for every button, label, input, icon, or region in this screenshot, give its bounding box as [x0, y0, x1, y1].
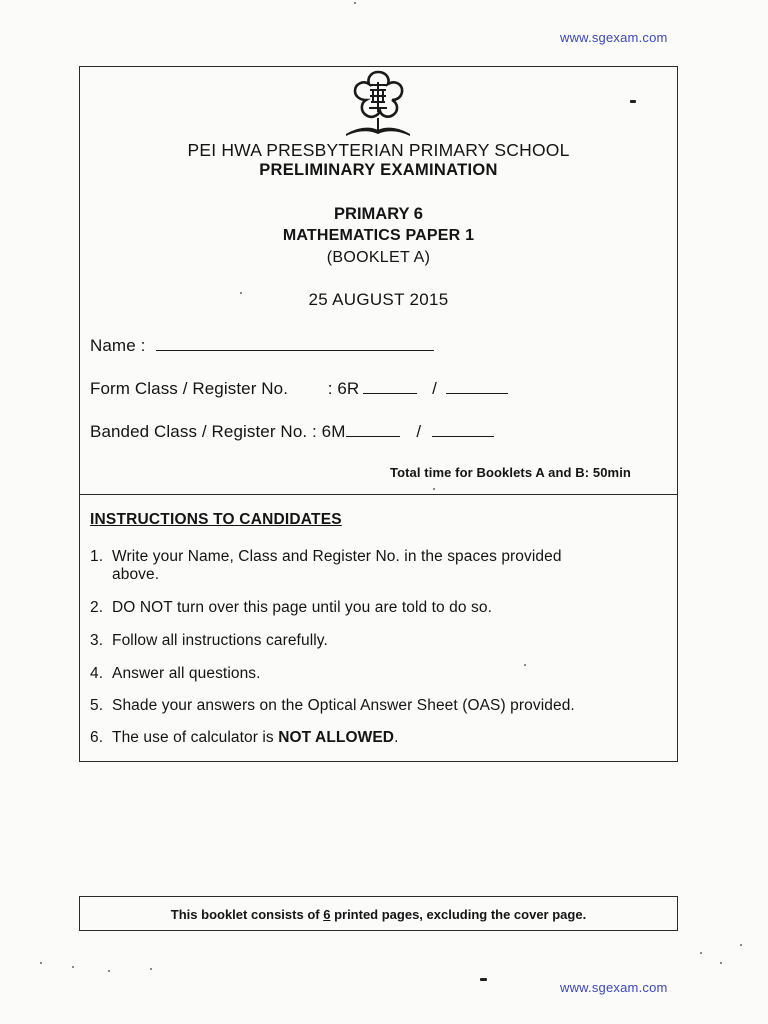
name-label: Name :: [90, 336, 146, 355]
instruction-item: [90, 632, 328, 650]
form-class-row: [90, 379, 508, 399]
section-divider: [80, 494, 677, 495]
scan-speck: [150, 968, 152, 970]
instruction-number: 1.: [90, 548, 104, 565]
form-class-prefix: : 6R: [327, 379, 360, 398]
instruction-number: 2.: [90, 599, 104, 616]
scan-speck: [480, 978, 487, 981]
scan-speck: [108, 970, 110, 972]
exam-title: PRELIMINARY EXAMINATION: [259, 161, 498, 179]
instructions-heading: INSTRUCTIONS TO CANDIDATES: [90, 511, 342, 528]
instruction-text: The use of calculator is: [112, 729, 279, 746]
instruction-item: [90, 665, 261, 683]
page-count-after: printed pages, excluding the cover page.: [330, 907, 587, 922]
level-title: PRIMARY 6: [334, 205, 423, 223]
paper-title: MATHEMATICS PAPER 1: [282, 227, 475, 244]
instruction-item: [90, 548, 562, 584]
scan-speck: [72, 966, 74, 968]
instruction-text: Write your Name, Class and Register No. in the spaces provided: [112, 548, 562, 565]
instruction-end: .: [394, 729, 399, 746]
instruction-number: 5.: [90, 697, 104, 714]
name-blank[interactable]: [156, 336, 434, 351]
scan-speck: [740, 944, 742, 946]
instruction-item: [90, 697, 575, 715]
form-separator: /: [432, 379, 437, 398]
scan-speck: [240, 292, 242, 294]
scan-speck: [354, 2, 356, 4]
page-count-box: [79, 896, 678, 931]
scan-speck: [720, 962, 722, 964]
scan-speck: [700, 952, 702, 954]
scan-speck: [630, 100, 636, 103]
instruction-number: 4.: [90, 665, 104, 682]
instruction-text: DO NOT turn over this page until you are told to do so.: [112, 599, 492, 616]
instruction-item: [90, 599, 492, 617]
school-name: PEI HWA PRESBYTERIAN PRIMARY SCHOOL: [187, 140, 570, 160]
name-field-row: [90, 336, 434, 356]
watermark-top[interactable]: www.sgexam.com: [560, 30, 668, 45]
form-class-label: Form Class / Register No.: [90, 379, 289, 398]
scan-speck: [433, 488, 435, 490]
watermark-bottom[interactable]: www.sgexam.com: [560, 980, 668, 995]
banded-class-row: [90, 422, 494, 442]
instruction-text: Answer all questions.: [112, 665, 261, 682]
instruction-number: 6.: [90, 729, 104, 746]
banded-register-blank[interactable]: [432, 422, 494, 437]
banded-class-blank[interactable]: [346, 422, 400, 437]
exam-date: 25 AUGUST 2015: [308, 290, 449, 309]
school-crest-icon: [340, 68, 416, 138]
form-register-blank[interactable]: [446, 379, 508, 394]
banded-class-prefix: : 6M: [312, 422, 346, 441]
booklet-label: (BOOKLET A): [326, 249, 431, 266]
instruction-number: 3.: [90, 632, 104, 649]
total-time-note: Total time for Booklets A and B: 50min: [390, 465, 631, 480]
scan-speck: [524, 664, 526, 666]
scan-speck: [40, 962, 42, 964]
page-count-before: This booklet consists of: [170, 907, 324, 922]
instruction-text: Shade your answers on the Optical Answer Sheet (OAS) provided.: [112, 697, 575, 714]
instruction-item: [90, 729, 399, 747]
form-class-blank[interactable]: [363, 379, 417, 394]
page-count-note: [80, 907, 677, 922]
instruction-emphasis: NOT ALLOWED: [278, 729, 395, 746]
banded-separator: /: [416, 422, 422, 441]
instruction-text-continued: above.: [112, 566, 160, 583]
instruction-text: Follow all instructions carefully.: [112, 632, 328, 649]
banded-class-label: Banded Class / Register No.: [90, 422, 308, 441]
page-count-number: 6: [323, 907, 331, 922]
